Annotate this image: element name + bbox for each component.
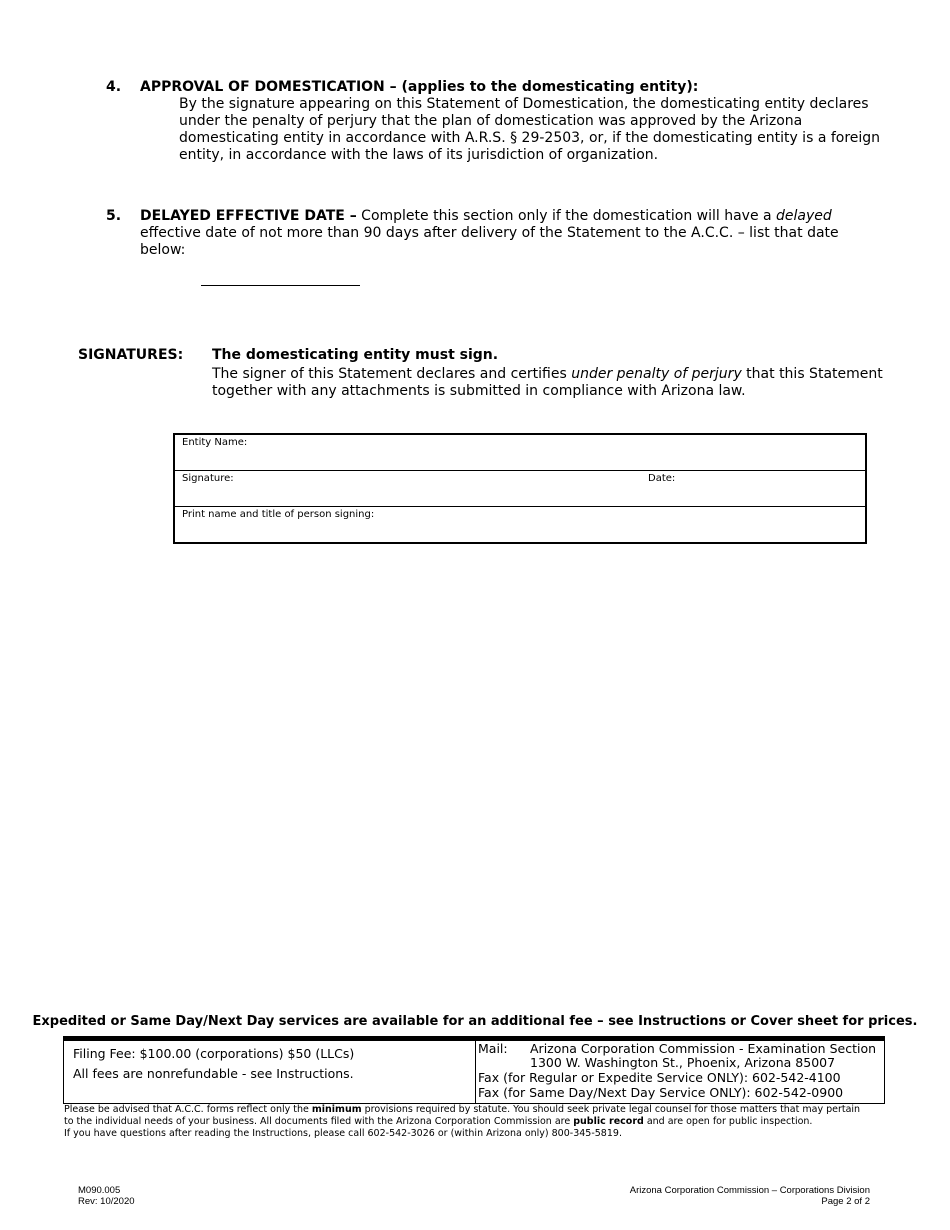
nonrefundable-note: All fees are nonrefundable - see Instructions.	[73, 1066, 354, 1081]
footer-form-info	[78, 1185, 135, 1207]
signature-field[interactable]	[175, 471, 865, 507]
disclaimer-line1: Please be advised that A.C.C. forms reflect only the minimum provisions required by statute. You should seek private legal counsel for those matters that may pertain	[64, 1104, 861, 1115]
signatures-text-italic: under penalty of perjury	[571, 366, 742, 382]
section-5-number: 5.	[106, 208, 122, 224]
mail-label: Mail:	[478, 1041, 508, 1056]
section-4-body: By the signature appearing on this Statement of Domestication, the domesticating entity declares under the penalty of perjury that the plan of domestication was approved by the Arizona domesticating entity in accordance with A.R.S. § 29-2503, or, if the domesticating entity is a foreign entity, in accordance with the laws of its jurisdiction of organization.	[179, 96, 881, 163]
delayed-date-field[interactable]	[201, 285, 360, 286]
filing-fee: Filing Fee: $100.00 (corporations) $50 (LLCs)	[73, 1046, 355, 1061]
form-revision: Rev: 10/2020	[78, 1196, 135, 1207]
fax-same-day: Fax (for Same Day/Next Day Service ONLY): 602-542-0900	[478, 1085, 844, 1100]
section-4-number: 4.	[106, 79, 122, 95]
fee-info	[64, 1041, 476, 1103]
division-name: Arizona Corporation Commission – Corporations Division	[629, 1185, 870, 1196]
signatures-title: The domesticating entity must sign.	[212, 347, 499, 363]
print-name-field[interactable]	[175, 507, 865, 542]
section-5-text-post: effective date of not more than 90 days after delivery of the Statement to the A.C.C. – list that date below:	[140, 225, 839, 258]
date-label: Date:	[648, 473, 676, 484]
section-4-title: APPROVAL OF DOMESTICATION – (applies to the domesticating entity):	[140, 79, 699, 95]
section-5-body	[140, 208, 880, 259]
signature-table	[173, 433, 867, 544]
footer-division-info	[630, 1185, 870, 1207]
page-number: Page 2 of 2	[821, 1196, 870, 1207]
signatures-text-post: that this Statement together with any attachments is submitted in compliance with Arizona law.	[212, 366, 883, 399]
disclaimer-line3: If you have questions after reading the Instructions, please call 602-542-3026 or (within Arizona only) 800-345-5819.	[64, 1128, 622, 1139]
section-5-text-pre: Complete this section only if the domestication will have a	[356, 208, 777, 224]
expedite-notice: Expedited or Same Day/Next Day services are available for an additional fee – see Instructions or Cover sheet for prices.	[32, 1014, 918, 1029]
entity-name-label: Entity Name:	[182, 437, 248, 448]
mail-address-line2: 1300 W. Washington St., Phoenix, Arizona 85007	[530, 1055, 836, 1070]
disclaimer	[64, 1104, 894, 1140]
disclaimer-line2: to the individual needs of your business. All documents filed with the Arizona Corporation Commission are public record and are open for public inspection.	[64, 1116, 813, 1127]
mail-address-line1: Arizona Corporation Commission - Examination Section	[530, 1041, 877, 1056]
fee-box	[63, 1036, 885, 1104]
signatures-body	[212, 366, 902, 400]
print-name-label: Print name and title of person signing:	[182, 509, 375, 520]
fax-regular: Fax (for Regular or Expedite Service ONLY): 602-542-4100	[478, 1070, 841, 1085]
signature-label: Signature:	[182, 473, 234, 484]
signatures-text-pre: The signer of this Statement declares and certifies	[212, 366, 572, 382]
entity-name-field[interactable]	[175, 435, 865, 471]
section-5-title: DELAYED EFFECTIVE DATE –	[140, 208, 357, 224]
form-number: M090.005	[78, 1185, 121, 1196]
section-5-text-italic: delayed	[776, 208, 832, 224]
mail-fax-info	[477, 1041, 884, 1103]
signatures-label: SIGNATURES:	[78, 347, 184, 363]
